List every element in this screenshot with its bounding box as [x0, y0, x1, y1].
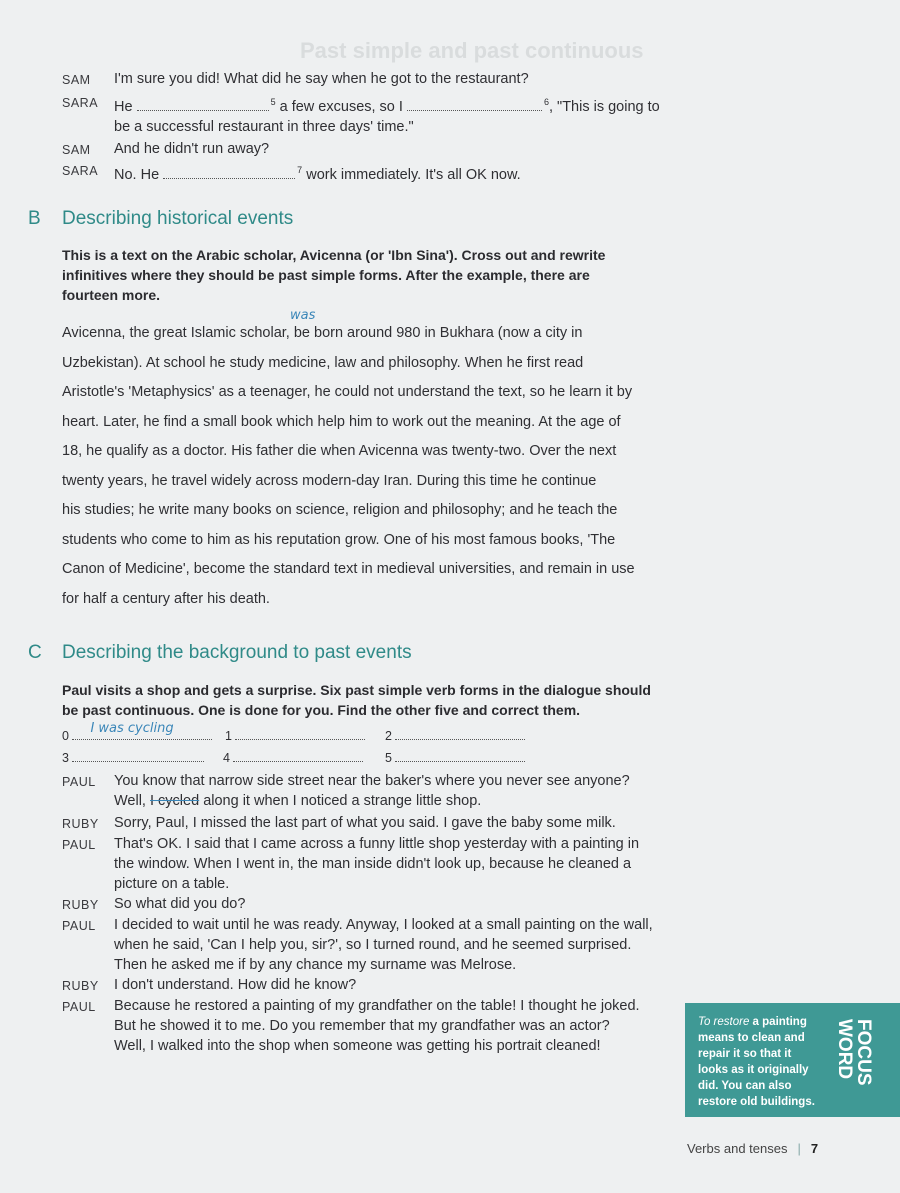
answer-1 [225, 727, 365, 743]
answer-3 [62, 749, 204, 765]
answer-field[interactable] [233, 749, 363, 762]
speaker: PAUL [62, 919, 96, 933]
paragraph-line: 18, he qualify as a doctor. His father die when Avicenna was twenty-two. Over the next [62, 443, 617, 459]
word-focus-box [685, 1003, 900, 1117]
answer-5 [385, 749, 525, 765]
line-text: I don't understand. How did he know? [114, 977, 357, 993]
answer-0 [62, 721, 212, 743]
line-text: Sorry, Paul, I missed the last part of what you said. I gave the baby some milk. [114, 815, 616, 831]
paragraph-line: Canon of Medicine', become the standard text in medieval universities, and remain in use [62, 561, 635, 577]
paragraph-line: Avicenna, the great Islamic scholar, be born around 980 in Bukhara (now a city in [62, 325, 583, 341]
gap-6[interactable] [407, 98, 542, 111]
line-text: So what did you do? [114, 896, 246, 912]
section-b-instruction: This is a text on the Arabic scholar, Avicenna (or 'Ibn Sina'). Cross out and rewrite infinitives where they should be past simple forms. After the example, there are fourteen more. [62, 247, 606, 303]
speaker: SARA [62, 96, 99, 110]
answer-field[interactable] [395, 727, 525, 740]
avicenna-paragraph [62, 319, 662, 614]
line-text: No. He [114, 166, 160, 183]
word-focus-title [817, 1015, 897, 1110]
answer-field[interactable] [72, 749, 204, 762]
speaker: SARA [62, 163, 99, 178]
page-footer [687, 1141, 818, 1156]
paragraph-line: twenty years, he travel widely across modern-day Iran. During this time he continue [62, 472, 597, 489]
line-text: I'm sure you did! What did he say when he got to the restaurant? [114, 71, 529, 87]
answer-field[interactable] [72, 721, 212, 740]
line-text: And he didn't run away? [114, 140, 270, 157]
paragraph-line: for half a century after his death. [62, 590, 270, 607]
gap-5[interactable] [137, 98, 269, 111]
line-text: be a successful restaurant in three days' time." [114, 118, 414, 135]
dialogue-line [62, 915, 662, 975]
section-c-instruction: Paul visits a shop and gets a surprise. Six past simple verb forms in the dialogue should be past continuous. One is done for you. Find the other five and correct them. [62, 682, 651, 718]
dialogue-line [62, 160, 662, 185]
gap-number: 6 [543, 97, 549, 107]
page-number: 7 [810, 1141, 819, 1156]
answer-number: 3 [62, 751, 69, 765]
line-text: You know that narrow side street near the baker's where you never see anyone? [114, 773, 630, 789]
speaker: RUBY [62, 898, 99, 912]
gap-number: 7 [297, 164, 303, 175]
paragraph-line: heart. Later, he find a small book which help him to work out the meaning. At the age of [62, 413, 621, 430]
dialogue-line [62, 813, 662, 834]
speaker: SAM [62, 73, 91, 87]
handwritten-correction: was [290, 308, 316, 323]
answer-number: 4 [223, 751, 230, 765]
line-text: work immediately. It's all OK now. [306, 166, 521, 183]
word-focus-title-text [834, 1019, 874, 1086]
line-text: Because he restored a painting of my grandfather on the table! I thought he joked. But he showed it to me. Do you remember that my grandfather was an actor? Well, I walked into the shop when someone was getting his portrait cleaned! [114, 998, 640, 1054]
paragraph-line: students who come to him as his reputation grow. One of his most famous books, 'The [62, 531, 616, 548]
show-through-heading: Past simple and past continuous [300, 38, 644, 63]
handwritten-answer: I was cycling [90, 721, 174, 736]
word-focus-title-word: FOCUS [853, 1019, 874, 1086]
line-text: , "This is going to [548, 98, 660, 115]
word-focus-term: To restore [698, 1016, 750, 1028]
answer-field[interactable] [395, 749, 525, 762]
gap-number: 5 [270, 97, 276, 107]
line-text: along it when I noticed a strange little shop. [199, 793, 482, 809]
dialogue-shop [62, 771, 662, 1056]
dialogue-top [62, 69, 662, 185]
paragraph-line: Aristotle's 'Metaphysics' as a teenager, he could not understand the text, so he learn it by [62, 384, 633, 400]
dialogue-line [62, 834, 662, 894]
line-text: I decided to wait until he was ready. Anyway, I looked at a small painting on the wall, when he said, 'Can I help you, sir?', so I turned round, and he seemed surprised. Then he asked me if by any chance my surname was Melrose. [114, 917, 653, 973]
speaker: PAUL [62, 1000, 96, 1014]
section-c-letter: C [28, 642, 42, 663]
word-focus-definition [698, 1014, 818, 1110]
section-b-letter: B [28, 208, 41, 229]
line-text: Well, [114, 793, 150, 809]
answer-number: 1 [225, 729, 232, 743]
struck-verb: I cycled [150, 793, 200, 809]
speaker: RUBY [62, 817, 99, 831]
word-focus-text: a painting means to clean and repair it so that it looks as it originally did. You can also restore old buildings. [698, 1016, 815, 1108]
dialogue-line [62, 771, 662, 811]
dialogue-line [62, 894, 662, 915]
line-text: a few excuses, so I [279, 98, 403, 115]
divider: | [797, 1141, 801, 1156]
section-name: Verbs and tenses [687, 1141, 788, 1156]
answer-number: 5 [385, 751, 392, 765]
speaker: PAUL [62, 838, 96, 852]
paragraph-line: his studies; he write many books on science, religion and philosophy; and he teach the [62, 502, 618, 518]
paragraph-line: Uzbekistan). At school he study medicine, law and philosophy. When he first read [62, 354, 584, 371]
answer-2 [385, 727, 525, 743]
line-text: That's OK. I said that I came across a funny little shop yesterday with a painting in the window. When I went in, the man inside didn't look up, because he cleaned a picture on a table. [114, 836, 640, 892]
line-text: He [114, 98, 133, 115]
speaker: RUBY [62, 979, 99, 993]
dialogue-line [62, 996, 662, 1056]
word-focus-title-word: WORD [834, 1019, 855, 1080]
dialogue-line [62, 975, 662, 996]
answer-number: 2 [385, 729, 392, 743]
answer-field[interactable] [235, 727, 365, 740]
speaker: PAUL [62, 775, 96, 789]
speaker: SAM [62, 142, 91, 157]
gap-7[interactable] [163, 166, 295, 179]
section-b-title: Describing historical events [62, 208, 294, 229]
section-c-title: Describing the background to past events [62, 642, 412, 663]
dialogue-line [62, 92, 662, 137]
answer-number: 0 [62, 729, 69, 743]
answer-4 [223, 749, 363, 765]
dialogue-line [62, 139, 662, 160]
dialogue-line [62, 69, 662, 90]
